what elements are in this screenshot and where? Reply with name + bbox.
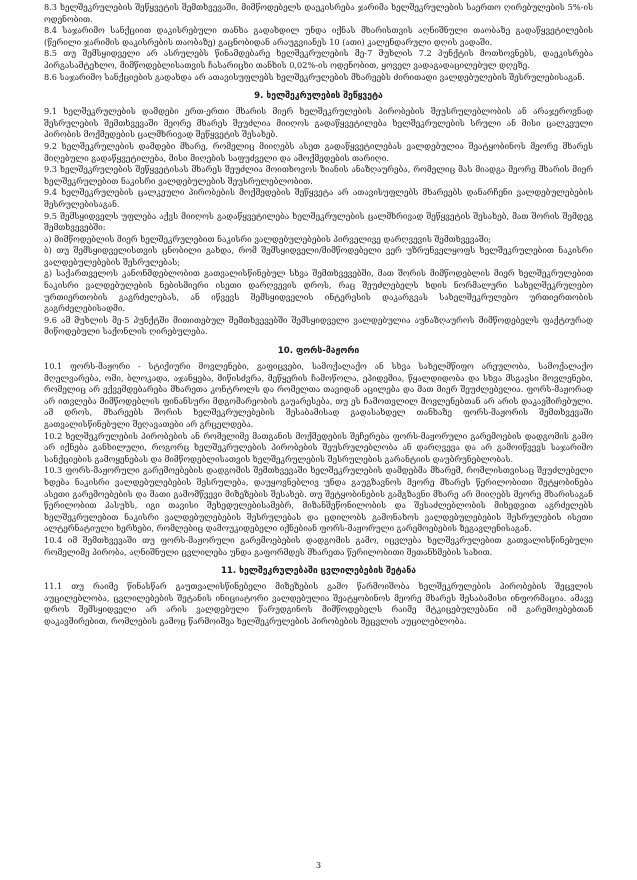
paragraph-10-3: 10.3 ფორს-მაჟორული გარემოებების დადგომის შემთხვევაში ხელშეკრულების დამდებმა მხარემ, რომლისთვისაც შეუძლებელი ხდება ნაკისრი ვალდებულებების შესრულება, დაუყოვნებლივ უნდა გაუგზავნოს მეორე მხარეს წერილობითი შეტყობინება ასეთი გარემოებების და მათი გამომწვევი მიზეზების შესახებ. თუ შეტყობინების გამგზავნი მხარე არ მიიღებს მეორე მხარისაგან წერილობით პასუხს, იგი თავისი შეხედულებისამებრ, მიზანშეწონილობის და შესაძლებლობის მიხედვით აგრძელებს ხელშეკრულებით ნაკისრი ვალდებულებების შესრულებას და ცდილობს გამონახოს ვალდებულებების შესრულების ისეთი ალტერნატიული ხერხები, რომლებიც დამოუკიდებელი იქნებიან ფორს-მაჟორული გარემოებების ზეგავლენისაგან. [44, 465, 593, 534]
section-11-heading: 11. ხელშეკრულებაში ცვლილებების შეტანა [220, 566, 417, 577]
paragraph-8-6: 8.6 საჯარიმო სანქციების გადახდა არ ათავისუფლებს ხელშეკრულების მხარეებს ძირითადი ვალდებულების შესრულებისაგან. [44, 71, 585, 82]
paragraph-9-1: 9.1 ხელშეკრულების დამდები ერთ-ერთი მხარის მიერ ხელშეკრულების პირობების შეუსრულებლობის ან არაჯეროვნად შესრულების შემთხვევაში მეორე მხარეს შეუძლია მიიღოს გადაწყვეტილება ხელშეკრულების სრული ან მისი ცალკეული პირობის მოქმედების ცალმხრივად შეწყვეტის შესახებ. [44, 106, 593, 140]
paragraph-9-2: 9.2 ხელშეკრულების დამდები მხარე, რომელიც მიიღებს ასეთ გადაწყვეტილებას ვალდებულია შეატყობინოს მეორე მხარეს მიღებული გადაწყვეტილება, მისი მიღების საფუძველი და ამოქმედების თარიღი. [44, 140, 593, 163]
paragraph-10-1: 10.1 ფორს-მაჟორი - სტიქიური მოვლენები, გაფიცვები, სამოქალაქო ან სხვა სახელმწიფო არეულობა, სამოქალაქო მღელვარება, ომი, ბლოკადა, აჯანყება, მიწისძვრა, მეწყერის ჩამოწოლა, ეპიდემია, წყალდიდობა და სხვა მსგავსი მოვლენები, რომელიც არ ექვემდებარება მხარეთა კონტროლს და რომელთა თავიდან აცილება და მათ მიერ შეუძლებელია. ფორს-მაჟორად არ ითვლება მიმწოდებლის ფინანსური მდგომარეობის გაუარესება, თუ ეს ჩამოთვლილ მოვლენებთან არ არის დაკავშირებული. ამ დროს, მხარეებს შორის ხელშეკრულებების შესაბამისად გადასახდელ თანხაზე ფორს-მაჟორის შემთხვევაში გათვალისწინებული შეღავათები არ გრცელდება. [44, 361, 593, 429]
section-10-heading: 10. ფორს-მაჟორი [277, 346, 360, 357]
section-11 [44, 566, 593, 627]
list-item-9-5-b: ბ) თუ შემსყიდველისთვის ცნობილი გახდა, რომ შემსყიდველი/მიმწოდებელი ვერ უზრუნველყოფს ხელშეკრულებით ნაკისრი ვალდებულებების შესრულებას; [44, 245, 593, 267]
section-9-heading: 9. ხელშეკრულების შეწყვეტა [254, 91, 383, 102]
paragraph-10-2: 10.2 ხელშეკრულების პირობების ან რომელიმე მათგანის მოქმედების შეჩერება ფორს-მაჟორული გარემოების დადგომის გამო არ იქნება განხილული, როგორც ხელშეკრულების პირობების შეუსრულებლობა ან დარღვევა და არ გამოიწვევს საჯარიმო სანქციების გამოყენებას და მიმწოდებლისათვის ხელშეკრულების შესრულების გარანტიის დაუბრუნებლობას. [44, 430, 593, 464]
paragraph-9-4: 9.4 ხელშეკრულების ცალკეული პირობების მოქმედების შეწყვეტა არ ათავისუფლებს მხარეებს დანარჩენი ვალდებულებების შესრულებისაგან. [44, 187, 593, 209]
paragraph-9-6: 9.6 ამ მუხლის მე-5 პუნქტში მითითებულ შემთხვევებში შემსყიდველი ვალდებულია აუნაზღაუროს მიმწოდებელს ფაქტიურად მიწოდებული საქონლის ღირებულება. [44, 314, 593, 337]
section-8-continued [44, 2, 593, 83]
section-10 [44, 346, 593, 558]
paragraph-10-4: 10.4 იმ შემთხვევაში თუ ფორს-მაჟორული გარემოებების დადგომის გამო, იცვლება ხელშეკრულებით გათვალისწინებული რომელიმე პირობა, აღნიშნული ცვლილება უნდა გაფორმდეს მხარეთა წერილობითი შეთანხმების სახით. [44, 534, 593, 557]
paragraph-8-3: 8.3 ხელშეკრულების შეწყვეტის შემთხვევაში, მიმწოდებელს დაეკისრება ჯარიმა ხელშეკრულების საერთო ღირებულების 5%-ის ოდენობით. [44, 2, 593, 24]
paragraph-8-5: 8.5 თუ შემსყიდველი არ ასრულებს წინამდებარე ხელშეკრულების მე-7 მუხლის 7.2 პუნქტის მოთხოვნებს, დაეკისრება პირგასამტეხლო, მიმწოდებლისათვის ჩასარიცხი თანხის 0,02%-ის ოდენობით, ყოველ ვადაგადაცილებულ დღეზე. [44, 48, 593, 70]
list-item-9-5-a: ა) მიმწოდებლის მიერ ხელშეკრულებით ნაკისრი ვალდებულებების პირველივე დარღვევის შემთხვევაში; [44, 233, 492, 244]
paragraph-9-3: 9.3 ხელშეკრულების შეწყვეტისას მხარეს შეუძლია მოითხოვოს ზიანის ანაზღაურება, რომელიც მას მიადგა მეორე მხარის მიერ ხელშეკრულებით ნაკისრი ვალდებულების შეუსრულებლობით. [44, 164, 593, 186]
paragraph-9-5: 9.5 შემსყიდველს უფლება აქვს მიიღოს გადაწყვეტილება ხელშეკრულების ცალმხრივად შეწყვეტის შესახებ, მათ შორის შემდეგ შემთხვევებში: [44, 210, 593, 233]
page-number: 3 [315, 861, 322, 870]
list-item-9-5-g: გ) საქართველოს კანონმდებლობით გათვალისწინებულ სხვა შემთხვევებში, მათ შორის მიმწოდებლის მიერ ხელშეკრულებით ნაკისრი ვალდებულების ნებისმიერი ისეთი დარღვევის დროს, რაც შეუძლებელს ხდის ნორმალური სახელშეკრულებო ურთიერთობის გაგრძელებას, ან იწვევს შემსყიდველის ინტერესის დაკარგვას სახელშეკრულებო ურთიერთობის გაგრძელებისადმი. [44, 268, 593, 314]
section-9 [44, 91, 593, 338]
paragraph-11-1: 11.1 თუ რაიმე წინასწარ გაუთვალისწინებელი მიზეზების გამო წარმოიშობა ხელშეკრულების პირობების შეცვლის აუცილებლობა, ცვლილებების შეტანის ინიციატორი ვალდებულია შეატყობინოს მეორე მხარეს შესაბამისი ინფორმაცია. ამავე დროს შემსყიდველი არ არის ვალდებული წარუდგინოს მიმწოდებელს რაიმე მტკიცებულებანი იმ გარემოებებთან დაკავშირებით, რომლების გამოც წარმოიშვა ხელშეკრულების პირობების შეცვლის აუცილებლობა. [44, 581, 593, 626]
paragraph-8-4: 8.4 საჯარიმო სანქციით დაკისრებული თანხა გადახდილ უნდა იქნას მხარისთვის აღნიშნული თაობაზე გადაწყვეტილების (წერილი ჯარიმის დაკისრების თაობაზე) გაცნობიდან არაუგვიანეს 10 (ათი) კალენდარული დღის ვადაში. [44, 25, 593, 47]
